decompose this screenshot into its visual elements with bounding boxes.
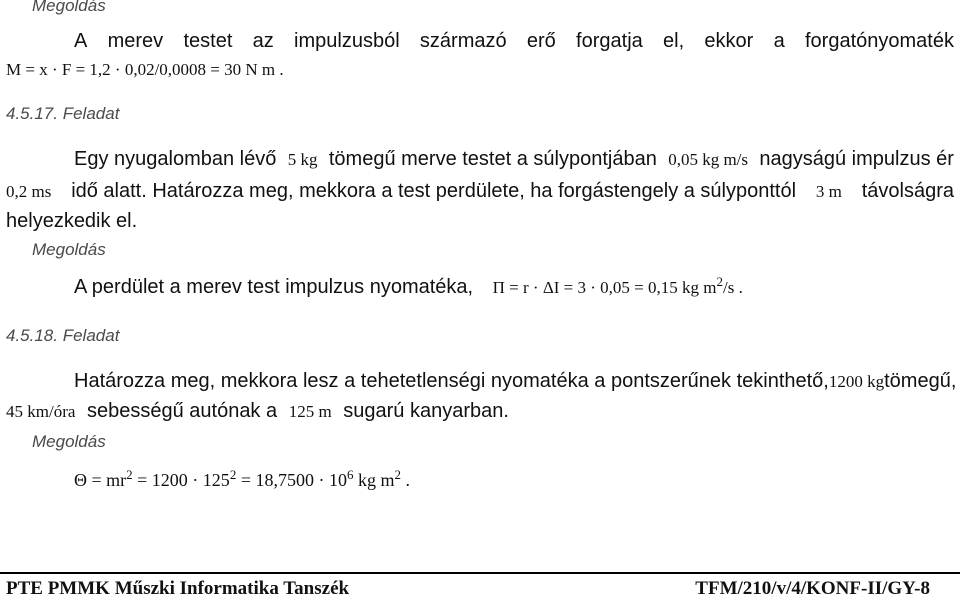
footer-department: PTE PMMK Műszki Informatika Tanszék [6, 578, 350, 599]
torque-formula: M = x · F = 1,2 · 0,02/0,0008 = 30 N m . [6, 60, 284, 79]
word: el, [663, 30, 685, 52]
word: forgatónyomaték [804, 30, 954, 52]
impulse-value: 0,05 kg m/s [668, 150, 749, 169]
word: a [773, 30, 785, 52]
formula-part: Θ = mr [74, 470, 127, 490]
word: merev [107, 30, 164, 52]
task18-line1 [74, 370, 957, 393]
solution-text: A perdület a merev test impulzus nyomatéka, [74, 276, 474, 298]
word: az [252, 30, 274, 52]
formula-part: = 18,7500 · 10 [236, 470, 347, 490]
text: tömegű, [884, 370, 957, 392]
word: impulzusból [294, 30, 400, 52]
speed-value: 45 km/óra [6, 402, 76, 421]
word: ekkor [704, 30, 754, 52]
text: idő alatt. Határozza meg, mekkora a test perdülete, ha forgástengely a súlyponttól [71, 180, 797, 202]
formula-part: kg m [353, 470, 395, 490]
text: Egy nyugalomban lévő [74, 148, 277, 170]
solution-label: Megoldás [32, 0, 106, 15]
task-17-label: 4.5.17. Feladat [6, 104, 120, 123]
task-18-label: 4.5.18. Feladat [6, 326, 120, 345]
task17-solution [74, 276, 743, 299]
moment-of-inertia-formula [74, 467, 410, 491]
text: sebességű autónak a [86, 400, 278, 422]
text: nagyságú impulzus ér [759, 148, 954, 170]
task17-line2 [6, 180, 954, 203]
formula-exponent: 2 [716, 274, 723, 289]
formula-exponent: 2 [229, 467, 237, 482]
text: sugarú kanyarban. [343, 400, 509, 422]
footer-code: TFM/210/v/4/KONF-II/GY-8 [695, 578, 930, 599]
task17-line1 [74, 148, 954, 171]
word: testet [183, 30, 233, 52]
text: távolságra [861, 180, 954, 202]
text: tömegű merve testet a súlypontjában [328, 148, 657, 170]
formula-unit: /s . [723, 278, 743, 297]
text: Határozza meg, mekkora lesz a tehetetlenségi nyomatéka a pontszerűnek tekinthető, [74, 370, 829, 392]
block1-line1 [74, 30, 954, 53]
formula-exponent: 6 [346, 467, 354, 482]
time-value: 0,2 ms [6, 182, 52, 201]
word: forgatja [576, 30, 643, 52]
word: erő [526, 30, 556, 52]
page-footer [0, 572, 960, 600]
word: származó [419, 30, 507, 52]
formula-exponent: 2 [394, 467, 401, 482]
formula-main: Π = r · ΔI = 3 · 0,05 = 0,15 kg m [492, 278, 717, 297]
formula-part: . [400, 470, 410, 490]
mass-value: 1200 kg [828, 372, 885, 391]
solution-label: Megoldás [32, 432, 106, 451]
word: A [74, 30, 88, 52]
angular-momentum-formula [492, 274, 743, 297]
formula-part: = 1200 · 125 [132, 470, 230, 490]
mass-value: 5 kg [287, 150, 318, 169]
distance-value: 3 m [815, 182, 842, 201]
formula-exponent: 2 [126, 467, 133, 482]
task18-line2 [6, 400, 509, 423]
task17-line3: helyezkedik el. [6, 210, 138, 232]
solution-label: Megoldás [32, 240, 106, 259]
radius-value: 125 m [288, 402, 332, 421]
